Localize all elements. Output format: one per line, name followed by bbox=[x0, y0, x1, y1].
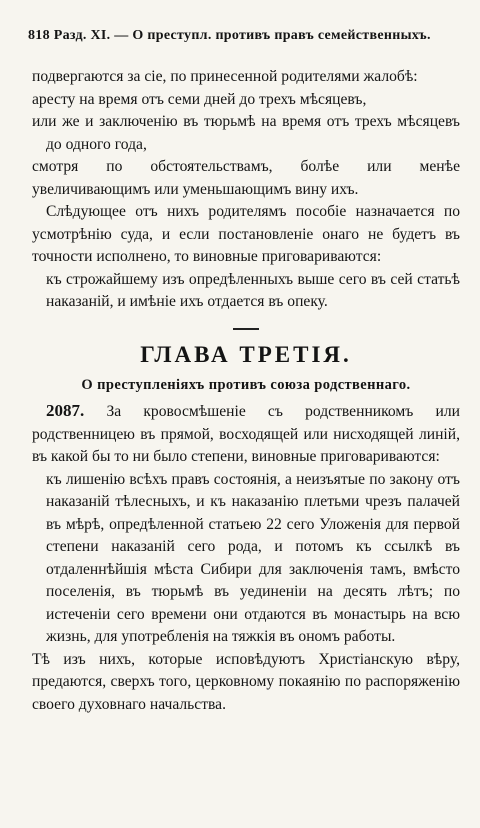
page-number: 818 bbox=[28, 28, 50, 43]
chapter-title: ГЛАВА ТРЕТІЯ. bbox=[140, 341, 352, 367]
article-2087 bbox=[32, 400, 460, 469]
article-number: 2087. bbox=[46, 401, 85, 420]
penalty-item-prison: или же и заключенію въ тюрьмѣ на время отъ трехъ мѣсяцевъ до одного года, bbox=[32, 113, 460, 153]
penalty-item-incest: къ лишенію всѣхъ правъ состоянія, а неизъятые по закону отъ наказаній тѣлесныхъ, и къ наказанію плетьми чрезъ палачей въ мѣрѣ, опредѣленной статьею 22 сего Уложенія для первой степени наказаній сего рода, и потомъ къ ссылкѣ въ отдаленнѣйшія мѣста Сибири для заключенія тамъ, вмѣсто поселенія, въ тюрьмѣ въ уединеніи на десять лѣтъ; по истеченіи сего времени они отдаются въ монастырь на всю жизнь, для употребленія на тяжкія въ ономъ работы. bbox=[46, 470, 460, 645]
paragraph-circumstances: смотря по обстоятельствамъ, болѣе или менѣе увеличивающимъ или уменьшающимъ вину ихъ. bbox=[32, 158, 460, 198]
page-body bbox=[32, 66, 460, 716]
paragraph-intro: подвергаются за сіе, по принесенной родителями жалобѣ: bbox=[32, 68, 418, 85]
section-divider bbox=[233, 328, 259, 330]
article-text: За кровосмѣшеніе съ родственникомъ или родственницею въ прямой, восходящей или нисходящей линій, въ какой бы то ни было степени, виновные приговариваются: bbox=[32, 403, 460, 465]
penalty-item-strictest: къ строжайшему изъ опредѣленныхъ выше сего въ сей статьѣ наказаній, и имѣніе ихъ отдается въ опеку. bbox=[46, 270, 460, 310]
penalty-item-arrest: аресту на время отъ семи дней до трехъ мѣсяцевъ, bbox=[32, 90, 367, 108]
chapter-subtitle: О преступленіяхъ противъ союза родственнаго. bbox=[81, 376, 411, 393]
paragraph-christian-penance: Тѣ изъ нихъ, которые исповѣдуютъ Христіанскую вѣру, предаются, сверхъ того, церковному покаянію по распоряженію своего духовнаго начальства. bbox=[32, 650, 460, 713]
running-title: Разд. XI. — О преступл. противъ правъ семейственныхъ. bbox=[53, 28, 431, 43]
page-header bbox=[28, 28, 468, 44]
paragraph-support: Слѣдующее отъ нихъ родителямъ пособіе назначается по усмотрѣнію суда, и если постановленіе онаго не будетъ въ точности исполнено, то виновные приговариваются: bbox=[32, 203, 460, 265]
